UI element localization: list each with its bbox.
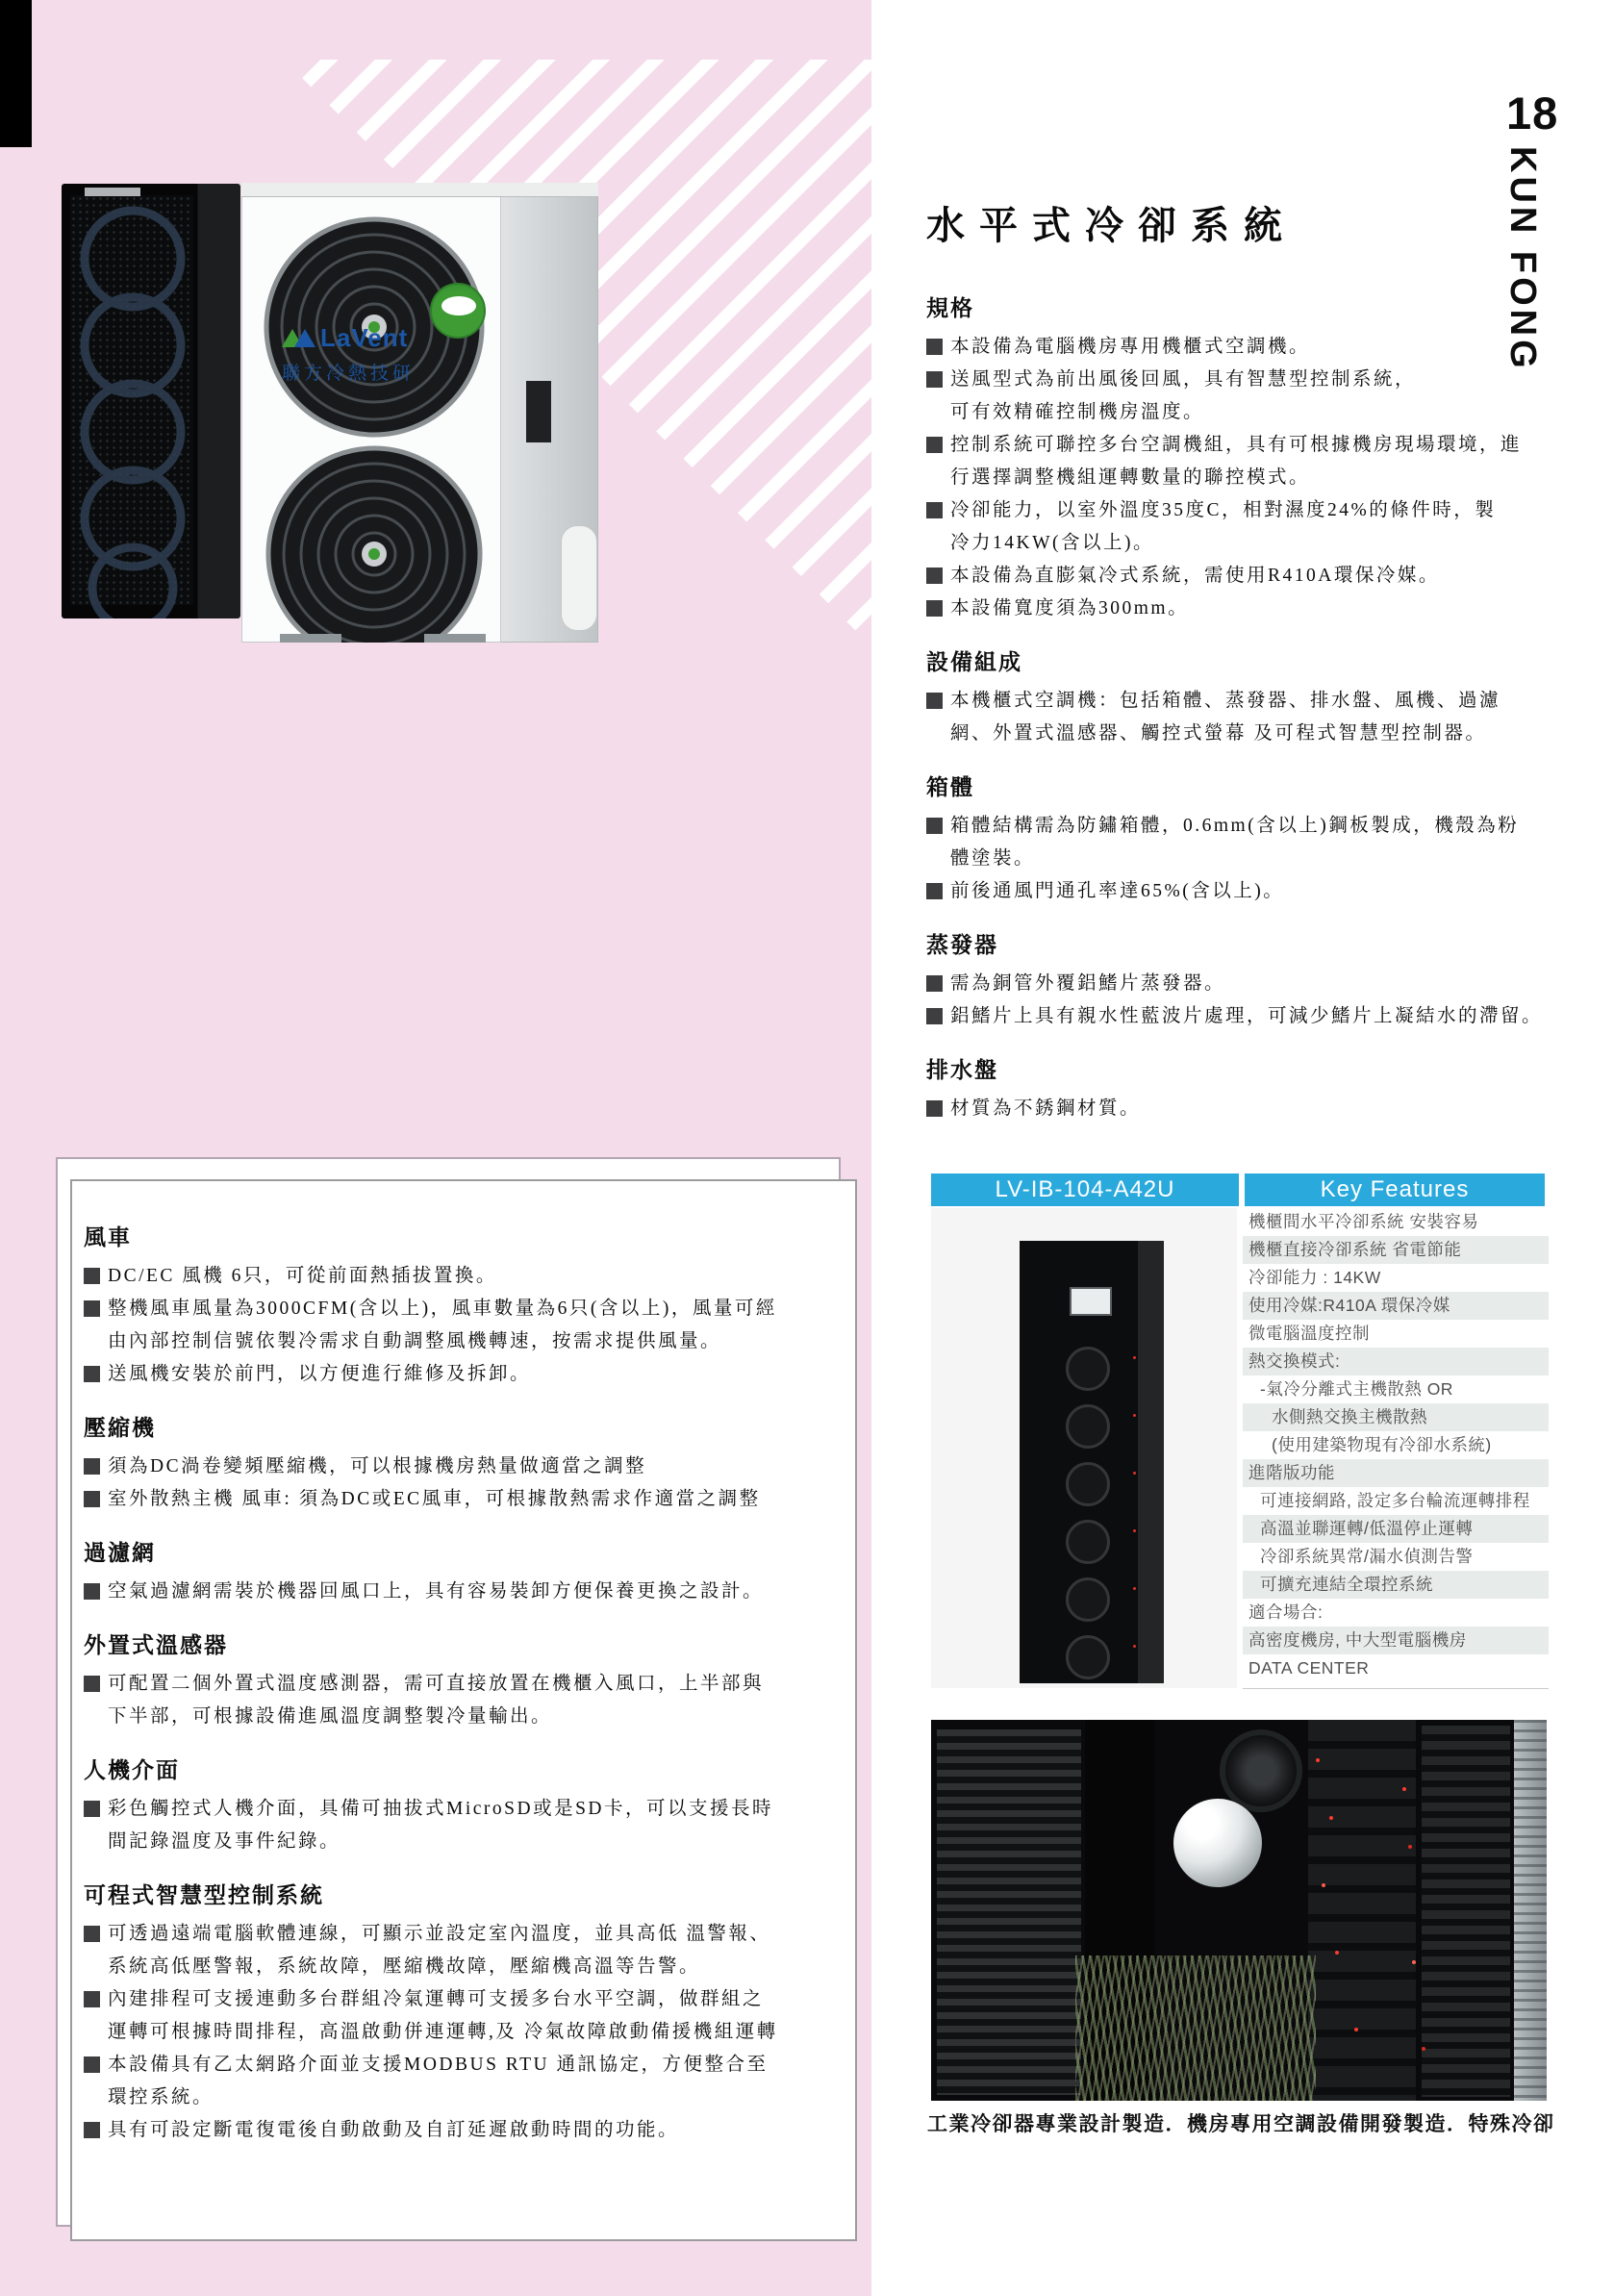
server-rack-middle [1308, 1720, 1416, 2101]
bullet-square-icon [84, 1583, 100, 1600]
bullet-line: 室外散熱主機 風車: 須為DC或EC風車，可根據散熱需求作適當之調整 [84, 1483, 844, 1516]
bullet-line: 本設備為直膨氣冷式系統，需使用R410A環保冷媒。 [926, 560, 1569, 593]
bullet-continuation-line: 可有效精確控制機房溫度。 [950, 402, 1205, 422]
bullet-square-icon [84, 1991, 100, 2007]
bullet-line: 空氣過濾網需裝於機器回風口上，具有容易裝卸方便保養更換之設計。 [84, 1576, 844, 1608]
bullet-line: 冷卻能力，以室外溫度35度C，相對濕度24%的條件時，製 [926, 494, 1569, 527]
bullet-square-icon [926, 1100, 943, 1117]
bullet-line: 前後通風門通孔率達65%(含以上)。 [926, 875, 1569, 908]
bullet-line: 需為銅管外覆鋁鰭片蒸發器。 [926, 968, 1569, 1000]
bullet-square-icon [926, 693, 943, 709]
key-feature-row: 進階版功能 [1243, 1459, 1549, 1487]
section-heading: 可程式智慧型控制系統 [84, 1883, 324, 1907]
kf-rack-leds [1133, 1356, 1136, 1359]
rack-fan-rings [62, 184, 240, 618]
dome-camera [1173, 1799, 1262, 1887]
black-rack-cabinet-photo [62, 184, 240, 618]
bullet-square-icon [84, 1676, 100, 1692]
key-feature-row: 水側熱交換主機散熱 [1243, 1403, 1549, 1431]
bullet-square-icon [84, 2056, 100, 2073]
key-feature-row: 冷卻能力 : 14KW [1248, 1268, 1381, 1287]
logo-name: LaVent [320, 323, 409, 352]
key-features-bottom-rule [1243, 1688, 1549, 1689]
bullet-continuation-line: 環控系統。 [108, 2087, 214, 2107]
key-features-header: Key Features [1245, 1173, 1545, 1206]
key-features-product-photo [931, 1208, 1237, 1688]
kf-rack-fan [1066, 1404, 1110, 1449]
section-heading: 風車 [84, 1225, 132, 1249]
bullet-square-icon [926, 339, 943, 355]
section-heading: 壓縮機 [84, 1416, 156, 1440]
bullet-line: 本設備為電腦機房專用機櫃式空調機。 [926, 331, 1569, 364]
bullet-square-icon [84, 1268, 100, 1284]
section-heading: 設備組成 [926, 650, 1022, 674]
corner-black-bar [0, 0, 32, 147]
bullet-line: 本設備具有乙太網路介面並支援MODBUS RTU 通訊協定，方便整合至 [84, 2049, 844, 2082]
logo-triangle-blue-icon [294, 329, 315, 347]
left-box-sections [84, 1224, 844, 2147]
bullet-square-icon [926, 371, 943, 388]
bullet-continuation-line: 體塗裝。 [950, 848, 1036, 869]
key-feature-row: 高密度機房, 中大型電腦機房 [1243, 1627, 1549, 1654]
section-heading: 人機介面 [84, 1758, 180, 1782]
bullet-line: DC/EC 風機 6只，可從前面熱插拔置換。 [84, 1260, 844, 1293]
white-outdoor-unit-photo [241, 183, 598, 643]
key-feature-row: 使用冷媒:R410A 環保冷媒 [1243, 1292, 1549, 1320]
eco-badge-cloud [441, 296, 476, 315]
bullet-line: 控制系統可聯控多台空調機組，具有可根據機房現場環境，進 [926, 429, 1569, 462]
bullet-continuation-line: 冷力14KW(含以上)。 [950, 533, 1154, 553]
section-heading: 蒸發器 [926, 933, 998, 957]
key-feature-row: (使用建築物現有冷卻水系統) [1272, 1435, 1492, 1454]
bullet-square-icon [926, 818, 943, 834]
key-features-list [1243, 1208, 1549, 1682]
key-feature-row: -氣冷分離式主機散熱 OR [1260, 1379, 1453, 1399]
server-rack-left [937, 1729, 1081, 2095]
logo-subtitle: 聯方冷熱技研 [282, 364, 416, 384]
key-feature-row: DATA CENTER [1248, 1658, 1370, 1678]
key-feature-row: 微電腦溫度控制 [1248, 1324, 1370, 1343]
bullet-line: 內建排程可支援連動多台群組冷氣運轉可支援多台水平空調，做群組之 [84, 1983, 844, 2016]
page-title: 水平式冷卻系統 [926, 204, 1297, 247]
section-heading: 箱體 [926, 775, 974, 799]
bullet-square-icon [84, 1801, 100, 1817]
key-feature-row: 冷卻系統異常/漏水偵測告警 [1260, 1547, 1474, 1566]
bullet-continuation-line: 由內部控制信號依製冷需求自動調整風機轉速，按需求提供風量。 [108, 1331, 722, 1351]
cable-bundle [1075, 1955, 1316, 2101]
bullet-square-icon [84, 2122, 100, 2138]
bullet-square-icon [84, 1366, 100, 1382]
bullet-square-icon [84, 1458, 100, 1475]
bullet-square-icon [926, 1008, 943, 1024]
kf-black-rack [1020, 1241, 1164, 1683]
eco-leaf-badge-icon [430, 283, 486, 339]
cable-tray [1514, 1720, 1547, 2101]
model-number-header: LV-IB-104-A42U [931, 1173, 1239, 1206]
section-heading: 外置式溫感器 [84, 1633, 228, 1657]
bullet-line: 鋁鰭片上具有親水性藍波片處理，可減少鰭片上凝結水的滯留。 [926, 1000, 1569, 1033]
unit-side-sticker [526, 381, 551, 442]
unit-accumulator-tank [561, 525, 597, 631]
rack-fan-grille [1220, 1729, 1302, 1812]
key-feature-row: 機櫃間水平冷卻系統 安裝容易 [1248, 1212, 1479, 1231]
bullet-line: 須為DC渦卷變頻壓縮機，可以根據機房熱量做適當之調整 [84, 1451, 844, 1483]
kf-rack-fan [1066, 1635, 1110, 1679]
bullet-continuation-line: 系統高低壓警報，系統故障，壓縮機故障，壓縮機高溫等告警。 [108, 1956, 701, 1977]
bullet-square-icon [926, 883, 943, 899]
server-rack-right [1422, 1726, 1510, 2097]
bullet-continuation-line: 運轉可根據時間排程，高溫啟動併連運轉,及 冷氣故障啟動備援機組運轉 [108, 2022, 778, 2042]
bullet-line: 材質為不銹鋼材質。 [926, 1093, 1569, 1125]
key-feature-row: 熱交換模式: [1243, 1348, 1549, 1375]
bullet-line: 送風型式為前出風後回風，具有智慧型控制系統， [926, 364, 1569, 396]
page-number: 18 [1506, 88, 1559, 139]
bullet-line: 箱體結構需為防鏽箱體，0.6mm(含以上)鋼板製成，機殼為粉 [926, 810, 1569, 843]
bullet-square-icon [926, 568, 943, 584]
key-feature-row: 可擴充連結全環控系統 [1243, 1571, 1549, 1599]
bullet-line: 具有可設定斷電復電後自動啟動及自訂延遲啟動時間的功能。 [84, 2114, 844, 2147]
left-box-front-frame [70, 1179, 857, 2241]
section-heading: 排水盤 [926, 1058, 998, 1082]
bullet-line: 送風機安裝於前門，以方便進行維修及拆卸。 [84, 1358, 844, 1391]
unit-foot [424, 634, 486, 643]
bullet-line: 彩色觸控式人機介面，具備可抽拔式MicroSD或是SD卡，可以支援長時 [84, 1793, 844, 1826]
brand-name-vertical: KUN FONG [1502, 146, 1543, 372]
bullet-continuation-line: 下半部，可根據設備進風溫度調整製冷量輸出。 [108, 1706, 553, 1727]
cable-tray-lines [1514, 1720, 1547, 2101]
kf-rack-fan [1066, 1520, 1110, 1564]
bullet-square-icon [84, 1300, 100, 1317]
kf-rack-fan [1066, 1577, 1110, 1622]
section-heading: 規格 [926, 296, 974, 320]
bullet-line: 本設備寬度須為300mm。 [926, 593, 1569, 625]
kf-rack-fan [1066, 1347, 1110, 1391]
bullet-continuation-line: 間記錄溫度及事件紀錄。 [108, 1831, 341, 1852]
key-feature-row: 適合場合: [1248, 1602, 1324, 1622]
kf-rack-display [1070, 1287, 1112, 1316]
bullet-square-icon [926, 975, 943, 992]
status-leds [1316, 1758, 1320, 1762]
bullet-square-icon [926, 437, 943, 453]
bullet-continuation-line: 行選擇調整機組運轉數量的聯控模式。 [950, 467, 1311, 488]
lavent-logo [282, 323, 415, 385]
bullet-line: 可配置二個外置式溫度感測器，需可直接放置在機櫃入風口，上半部與 [84, 1668, 844, 1701]
bullet-square-icon [926, 502, 943, 518]
bullet-square-icon [84, 1491, 100, 1507]
key-feature-row: 可連接網路, 設定多台輪流運轉排程 [1260, 1491, 1530, 1510]
key-feature-row: 高溫並聯運轉/低溫停止運轉 [1243, 1515, 1549, 1543]
spec-sections [926, 294, 1569, 1125]
bullet-square-icon [926, 600, 943, 617]
bullet-line: 整機風車風量為3000CFM(含以上)，風車數量為6只(含以上)，風量可經 [84, 1293, 844, 1325]
bullet-line: 可透過遠端電腦軟體連線，可顯示並設定室內溫度，並具高低 溫警報、 [84, 1918, 844, 1951]
bullet-continuation-line: 網、外置式溫感器、觸控式螢幕 及可程式智慧型控制器。 [950, 723, 1487, 744]
bullet-line: 本機櫃式空調機：包括箱體、蒸發器、排水盤、風機、過濾 [926, 685, 1569, 718]
unit-foot [280, 634, 341, 643]
bullet-square-icon [84, 1926, 100, 1942]
section-heading: 過濾網 [84, 1541, 156, 1565]
key-feature-row: 機櫃直接冷卻系統 省電節能 [1243, 1236, 1549, 1264]
photo-caption: 工業冷卻器專業設計製造．機房專用空調設備開發製造．特殊冷卻 [927, 2112, 1555, 2135]
kf-rack-fan [1066, 1462, 1110, 1506]
server-room-photo [931, 1720, 1547, 2101]
